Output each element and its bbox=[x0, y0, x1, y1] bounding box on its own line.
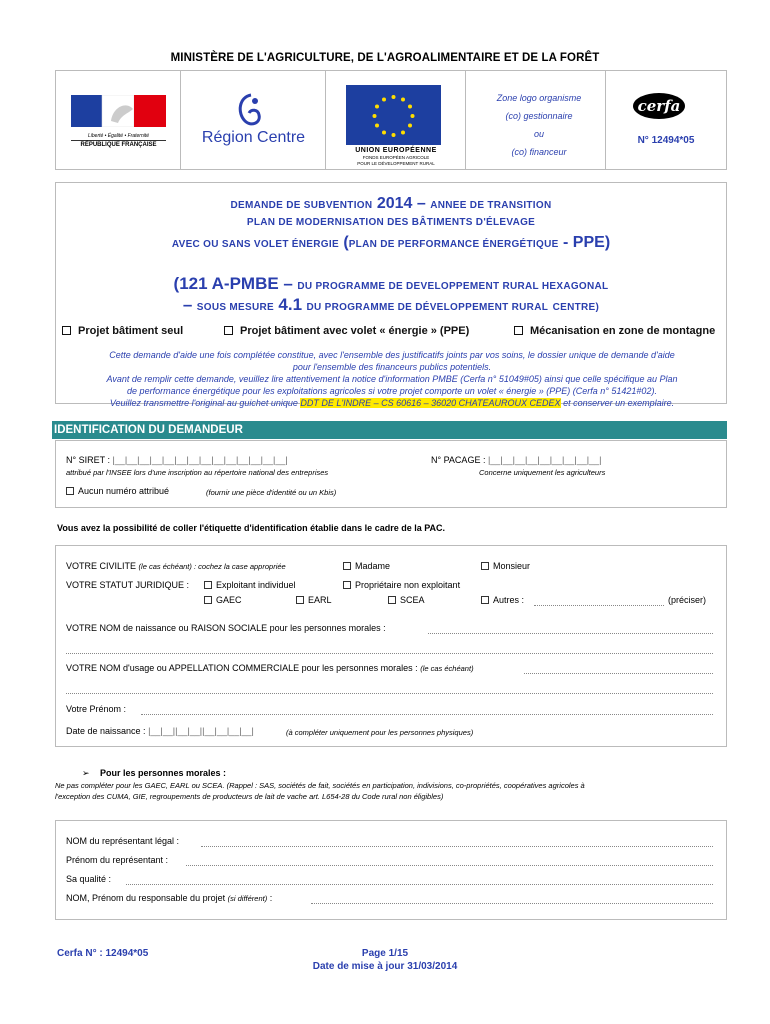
responsable-input[interactable] bbox=[311, 903, 713, 904]
title-line-2: PLAN DE MODERNISATION DES BÂTIMENTS D'ÉLEVAGE bbox=[246, 217, 536, 228]
civilite-label bbox=[66, 561, 286, 571]
morales-note-2: l'exception des CUMA, GIE, regroupements de producteurs de lait de vache art. L654-28 du Code rural non éligibles) bbox=[55, 792, 444, 801]
date-naissance-label: Date de naissance : bbox=[66, 726, 146, 736]
ident-box bbox=[55, 440, 727, 508]
checkbox-icon[interactable] bbox=[388, 596, 396, 604]
title-l5e: CENTRE) bbox=[552, 302, 600, 313]
intro-p5a: Veuillez transmettre l'original au guichet unique bbox=[109, 398, 298, 408]
title-l3d: - PPE) bbox=[563, 234, 611, 251]
region-logo-cell bbox=[181, 71, 326, 169]
eu-sub1: FONDS EUROPÉEN AGRICOLE bbox=[362, 155, 430, 160]
option-label: Projet bâtiment avec volet « énergie » (PPE) bbox=[240, 325, 470, 337]
pacage-field[interactable] bbox=[431, 455, 601, 465]
no-number-label: Aucun numéro attribué bbox=[78, 486, 170, 496]
pacage-note: Concerne uniquement les agriculteurs bbox=[479, 468, 606, 477]
exploitant-label: Exploitant individuel bbox=[216, 580, 296, 590]
title-l1c: ANNEE DE TRANSITION bbox=[430, 200, 552, 211]
cerfa-logo: cerfa bbox=[633, 93, 685, 119]
nom-naissance-label: VOTRE NOM de naissance ou RAISON SOCIALE pour les personnes morales : bbox=[66, 623, 386, 633]
nom-usage-input[interactable] bbox=[524, 673, 713, 674]
footer-cerfa: Cerfa N° : 12494*05 bbox=[57, 948, 149, 959]
region-centre-emblem-icon bbox=[231, 91, 271, 131]
date-cells[interactable]: |__|__||__|__||__|__|__|__| bbox=[148, 726, 254, 736]
footer-page: Page 1/15 bbox=[361, 948, 409, 959]
zone-line-1: Zone logo organisme bbox=[496, 93, 582, 103]
nom-naissance-input[interactable] bbox=[428, 633, 713, 634]
rep-nom-label: NOM du représentant légal : bbox=[66, 836, 180, 846]
option-proprietaire[interactable] bbox=[343, 580, 460, 590]
intro-p4: de performance énergétique pour les exploitations agricoles si votre projet comporte un volet « énergie » (PPE) (Cerfa n° 51421#02). bbox=[127, 386, 657, 396]
intro-p5 bbox=[60, 397, 724, 409]
eu-sub2: POUR LE DÉVELOPPEMENT RURAL bbox=[357, 161, 435, 166]
title-line-3 bbox=[56, 234, 726, 252]
intro-p1: Cette demande d'aide une fois complétée constitue, avec l'ensemble des justificatifs joints par vos soins, le dossier unique de demande d'aide bbox=[109, 350, 675, 360]
monsieur-label: Monsieur bbox=[493, 561, 531, 571]
title-l1a: DEMANDE DE SUBVENTION bbox=[230, 200, 373, 211]
region-name: Région Centre bbox=[201, 129, 306, 146]
option-madame[interactable] bbox=[343, 561, 390, 571]
zone-logo-text bbox=[469, 89, 609, 161]
proprietaire-label: Propriétaire non exploitant bbox=[355, 580, 461, 590]
siret-cells[interactable]: |__|__|__|__|__|__|__|__|__|__|__|__|__|__| bbox=[112, 455, 288, 465]
siret-field[interactable] bbox=[66, 455, 288, 465]
zone-line-2: (co) gestionnaire bbox=[505, 111, 573, 121]
pacage-label: N° PACAGE : bbox=[431, 455, 486, 465]
civilite-note: (le cas échéant) : cochez la case appropriée bbox=[138, 562, 286, 571]
title-l3b: ( bbox=[343, 234, 349, 251]
eu-name: UNION EUROPÉENNE bbox=[355, 147, 437, 154]
title-l4a: (121 A-PMBE – bbox=[173, 274, 293, 293]
rf-logo-cell bbox=[56, 71, 181, 169]
intro-p3: Avant de remplir cette demande, veuillez lire attentivement la notice d'information PMBE (Cerfa n° 51049#05) ainsi que celle spécifique au Plan bbox=[106, 374, 678, 384]
option-label: Projet bâtiment seul bbox=[78, 325, 184, 337]
checkbox-icon[interactable] bbox=[224, 326, 233, 335]
checkbox-icon[interactable] bbox=[343, 581, 351, 589]
ident-section-header: IDENTIFICATION DU DEMANDEUR bbox=[52, 421, 727, 439]
checkbox-icon[interactable] bbox=[204, 581, 212, 589]
rep-prenom-input[interactable] bbox=[186, 865, 713, 866]
pacage-cells[interactable]: |__|__|__|__|__|__|__|__|__| bbox=[487, 455, 602, 465]
rep-qualite-label: Sa qualité : bbox=[66, 874, 112, 884]
civilite-box bbox=[55, 545, 727, 747]
zone-line-4: (co) financeur bbox=[511, 147, 567, 157]
title-line-1 bbox=[56, 195, 726, 213]
option-earl[interactable] bbox=[296, 595, 332, 605]
siret-label: N° SIRET : bbox=[66, 455, 110, 465]
nom-usage-note: (le cas échéant) bbox=[420, 664, 474, 673]
siret-note: attribué par l'INSEE lors d'une inscription au répertoire national des entreprises bbox=[66, 468, 329, 477]
eu-flag-icon bbox=[346, 85, 441, 145]
option-mecanisation[interactable] bbox=[514, 325, 715, 337]
morales-title: Pour les personnes morales : bbox=[100, 768, 227, 778]
checkbox-icon[interactable] bbox=[204, 596, 212, 604]
earl-label: EARL bbox=[308, 595, 332, 605]
option-exploitant[interactable] bbox=[204, 580, 296, 590]
rep-qualite-input[interactable] bbox=[126, 884, 713, 885]
autres-label: Autres : bbox=[493, 595, 525, 605]
date-note: (à compléter uniquement pour les personnes physiques) bbox=[286, 728, 474, 737]
republique-francaise-logo bbox=[71, 95, 166, 150]
autres-input[interactable] bbox=[534, 605, 664, 606]
cerfa-number: N° 12494*05 bbox=[637, 135, 695, 146]
no-number-option[interactable] bbox=[66, 486, 169, 496]
preciser-label: (préciser) bbox=[668, 595, 707, 605]
checkbox-icon[interactable] bbox=[343, 562, 351, 570]
option-batiment-seul[interactable] bbox=[62, 325, 183, 337]
intro-p2: pour l'ensemble des financeurs publics potentiels. bbox=[292, 362, 492, 372]
gaec-label: GAEC bbox=[216, 595, 242, 605]
nom-usage-label bbox=[66, 663, 474, 673]
title-l4b: DU PROGRAMME DE DEVELOPPEMENT RURAL HEXAGONAL bbox=[297, 281, 609, 292]
title-l1b: 2014 – bbox=[376, 195, 426, 212]
responsable-text: NOM, Prénom du responsable du projet bbox=[66, 893, 226, 903]
option-scea[interactable] bbox=[388, 595, 425, 605]
civilite-text: VOTRE CIVILITE bbox=[66, 561, 137, 571]
representant-box bbox=[55, 820, 727, 920]
rf-motto: Liberté • Égalité • Fraternité bbox=[87, 133, 150, 139]
option-gaec[interactable] bbox=[204, 595, 242, 605]
responsable-note: (si différent) bbox=[227, 894, 268, 903]
checkbox-icon[interactable] bbox=[514, 326, 523, 335]
intro-p5c: et conserver un exemplaire. bbox=[563, 398, 675, 408]
title-l5c: 4.1 bbox=[278, 295, 303, 314]
title-l5b: SOUS MESURE bbox=[196, 302, 274, 313]
title-l5a: – bbox=[182, 295, 193, 314]
title-box bbox=[55, 182, 727, 408]
rf-name: RÉPUBLIQUE FRANÇAISE bbox=[71, 140, 166, 148]
title-line-5 bbox=[56, 295, 726, 315]
nom-naissance-input-2[interactable] bbox=[66, 653, 713, 654]
date-naissance-field[interactable] bbox=[66, 726, 254, 736]
guichet-address: DDT DE L'INDRE – CS 60616 – 36020 CHATEAUROUX CEDEX bbox=[300, 398, 561, 408]
statut-label: VOTRE STATUT JURIDIQUE : bbox=[66, 580, 190, 590]
zone-line-3: ou bbox=[533, 129, 544, 139]
checkbox-icon[interactable] bbox=[66, 487, 74, 495]
nom-usage-input-2[interactable] bbox=[66, 693, 713, 694]
responsable-label bbox=[66, 893, 272, 903]
option-batiment-ppe[interactable] bbox=[224, 325, 469, 337]
title-l3c: PLAN DE PERFORMANCE ÉNERGÉTIQUE bbox=[348, 239, 559, 250]
title-l3a: AVEC OU SANS VOLET ÉNERGIE bbox=[171, 239, 339, 250]
rep-prenom-label: Prénom du représentant : bbox=[66, 855, 169, 865]
madame-label: Madame bbox=[355, 561, 391, 571]
logo-header bbox=[55, 70, 727, 170]
morales-note-1: Ne pas compléter pour les GAEC, EARL ou SCEA. (Rappel : SAS, sociétés de fait, sociétés en participation, indivisions, co-propriétés, coopératives agricoles à bbox=[55, 781, 585, 790]
option-label: Mécanisation en zone de montagne bbox=[530, 325, 716, 337]
prenom-input[interactable] bbox=[141, 714, 713, 715]
eu-logo-cell bbox=[326, 71, 466, 169]
checkbox-icon[interactable] bbox=[62, 326, 71, 335]
bullet-icon: ➢ bbox=[82, 768, 90, 778]
checkbox-icon[interactable] bbox=[481, 596, 489, 604]
option-autres[interactable] bbox=[481, 595, 524, 605]
footer-date: Date de mise à jour 31/03/2014 bbox=[312, 961, 458, 972]
pac-note: Vous avez la possibilité de coller l'étiquette d'identification établie dans le cadre de la PAC. bbox=[57, 523, 446, 533]
checkbox-icon[interactable] bbox=[296, 596, 304, 604]
title-l5d: DU PROGRAMME DE DÉVELOPPEMENT RURAL bbox=[306, 302, 549, 313]
rep-nom-input[interactable] bbox=[201, 846, 713, 847]
responsable-colon: : bbox=[269, 893, 273, 903]
nom-usage-text: VOTRE NOM d'usage ou APPELLATION COMMERCIALE pour les personnes morales : bbox=[66, 663, 418, 673]
prenom-label: Votre Prénom : bbox=[66, 704, 127, 714]
scea-label: SCEA bbox=[400, 595, 425, 605]
ministry-title: MINISTÈRE DE L'AGRICULTURE, DE L'AGROALIMENTAIRE ET DE LA FORÊT bbox=[170, 52, 600, 64]
option-monsieur[interactable] bbox=[481, 561, 530, 571]
title-line-4 bbox=[56, 274, 726, 294]
checkbox-icon[interactable] bbox=[481, 562, 489, 570]
no-number-note: (fournir une pièce d'identité ou un Kbis) bbox=[206, 488, 337, 497]
